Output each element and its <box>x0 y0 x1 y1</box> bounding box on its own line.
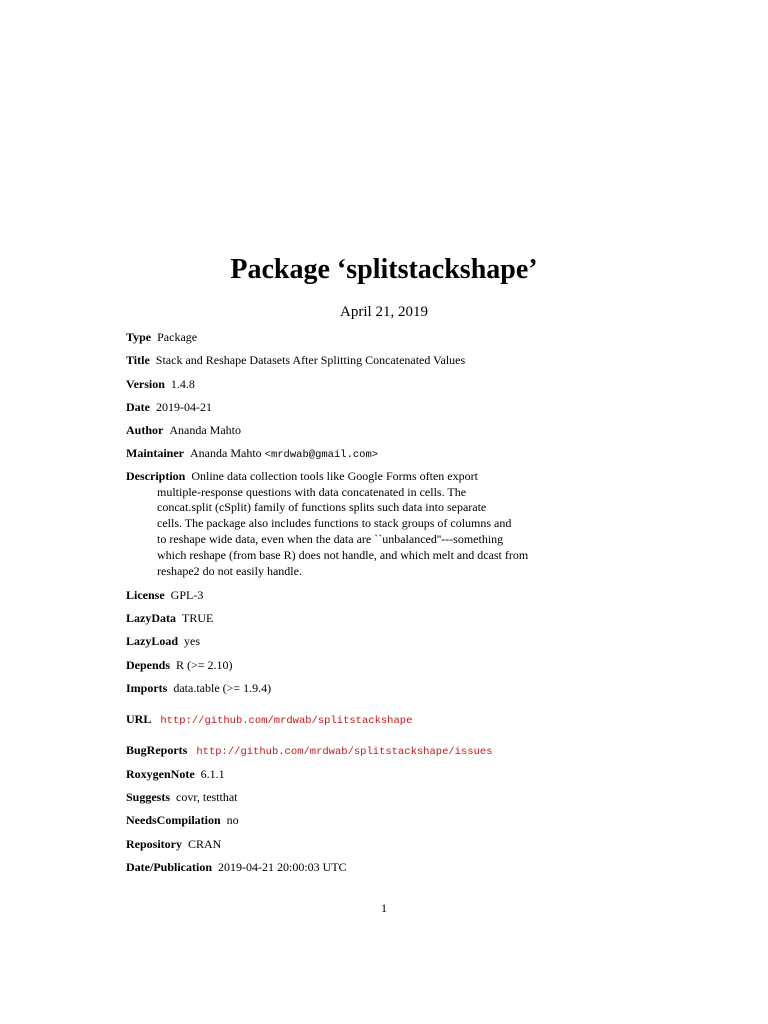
field-maintainer <box>126 445 566 461</box>
field-title <box>126 352 566 368</box>
field-key: URL <box>126 712 152 727</box>
field-license <box>126 587 566 603</box>
field-key: License <box>126 587 165 602</box>
url-link[interactable]: http://github.com/mrdwab/splitstackshape <box>160 715 413 728</box>
field-type <box>126 329 566 345</box>
field-roxygennote <box>126 766 566 782</box>
field-depends <box>126 657 566 673</box>
field-value: no <box>226 813 239 828</box>
field-repository <box>126 836 566 852</box>
field-key: LazyData <box>126 610 176 625</box>
field-key: Version <box>126 376 165 391</box>
field-value: data.table (>= 1.9.4) <box>173 680 272 695</box>
page-number: 1 <box>381 901 387 915</box>
package-fields <box>126 329 566 882</box>
field-url <box>126 711 566 727</box>
field-value: TRUE <box>182 610 214 625</box>
field-value: GPL-3 <box>170 587 204 602</box>
field-description <box>126 469 566 580</box>
description-line: to reshape wide data, even when the data are ``unbalanced''---something <box>157 531 504 546</box>
description-first-line <box>126 469 566 485</box>
field-key: NeedsCompilation <box>126 813 221 828</box>
field-key: Maintainer <box>126 446 184 461</box>
field-value: yes <box>184 634 201 649</box>
field-author <box>126 422 566 438</box>
field-suggests <box>126 789 566 805</box>
field-value: Ananda Mahto <box>169 423 241 438</box>
field-key: Type <box>126 330 152 344</box>
field-value: Stack and Reshape Datasets After Splitting Concatenated Values <box>155 353 466 368</box>
field-value: Package <box>157 330 198 344</box>
field-value: R (>= 2.10) <box>176 657 233 672</box>
description-line: multiple-response questions with data concatenated in cells. The <box>157 484 467 499</box>
field-key: Suggests <box>126 790 171 805</box>
field-key: Date/Publication <box>126 859 212 874</box>
field-value: covr, testthat <box>176 790 238 805</box>
field-value: 2019-04-21 <box>156 399 212 414</box>
field-key: Depends <box>126 657 171 672</box>
maintainer-email: <mrdwab@gmail.com> <box>264 449 379 462</box>
field-key: Date <box>126 399 150 414</box>
field-needscompilation <box>126 812 566 828</box>
field-imports <box>126 680 566 696</box>
description-line: concat.split (cSplit) family of functions splits such data into separate <box>157 500 487 515</box>
field-bugreports <box>126 742 566 758</box>
field-key: Description <box>126 468 186 483</box>
spacer <box>126 734 566 742</box>
field-value: CRAN <box>188 836 222 851</box>
field-lazyload <box>126 633 566 649</box>
field-value: Ananda Mahto <box>190 446 262 461</box>
field-key: Author <box>126 423 164 438</box>
field-key: Title <box>126 353 150 368</box>
description-line: reshape2 do not easily handle. <box>157 563 302 578</box>
field-date-publication <box>126 859 566 875</box>
field-key: LazyLoad <box>126 634 179 649</box>
field-key: Imports <box>126 680 168 695</box>
description-line: which reshape (from base R) does not handle, and which melt and dcast from <box>157 547 529 562</box>
field-value: 2019-04-21 20:00:03 UTC <box>218 859 347 874</box>
description-line: cells. The package also includes functions to stack groups of columns and <box>157 516 512 531</box>
field-date <box>126 399 566 415</box>
field-version <box>126 376 566 392</box>
field-key: Repository <box>126 836 182 851</box>
spacer <box>126 703 566 711</box>
field-lazydata <box>126 610 566 626</box>
field-key: RoxygenNote <box>126 766 195 781</box>
bugreports-link[interactable]: http://github.com/mrdwab/splitstackshape/issues <box>196 746 493 759</box>
field-key: BugReports <box>126 743 188 758</box>
field-value: 1.4.8 <box>170 376 195 391</box>
field-value: 6.1.1 <box>200 766 225 781</box>
description-line: Online data collection tools like Google Forms often export <box>191 468 478 483</box>
package-title: Package ‘splitstackshape’ <box>230 254 538 285</box>
package-date: April 21, 2019 <box>340 304 428 320</box>
